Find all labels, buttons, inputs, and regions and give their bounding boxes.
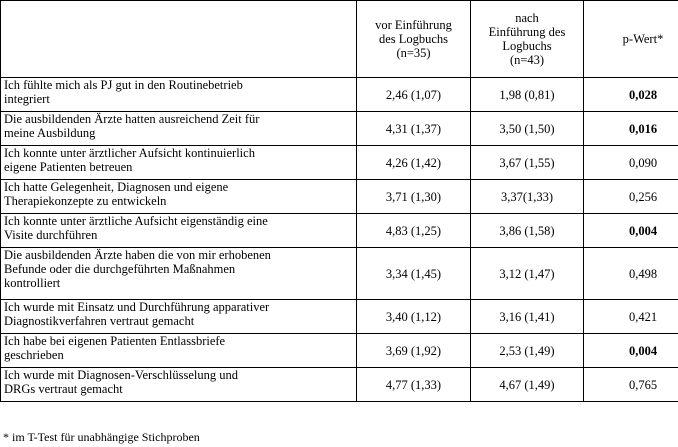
header-row [1, 1, 678, 78]
statement-text-line: kontrolliert [4, 276, 61, 290]
p-value-cell: 0,028 [584, 78, 678, 112]
table-row [1, 112, 678, 146]
before-mean-sd-cell: 2,46 (1,07) [357, 78, 471, 112]
statement-cell [1, 146, 357, 180]
p-value-cell: 0,090 [584, 146, 678, 180]
statement-text-line: DRGs vertraut gemacht [4, 382, 123, 396]
p-value-cell: 0,765 [584, 368, 678, 402]
statement-cell [1, 300, 357, 334]
p-value-cell: 0,256 [584, 180, 678, 214]
statement-text-line: Ich fühlte mich als PJ gut in den Routinebetrieb [4, 78, 243, 92]
before-mean-sd-cell: 3,40 (1,12) [357, 300, 471, 334]
after-mean-sd-cell: 3,50 (1,50) [471, 112, 584, 146]
statement-cell [1, 368, 357, 402]
header-after-line: Einführung des [488, 25, 566, 39]
before-mean-sd-cell: 4,77 (1,33) [357, 368, 471, 402]
after-mean-sd-cell: 2,53 (1,49) [471, 334, 584, 368]
p-value-cell: 0,004 [584, 334, 678, 368]
statement-text-line: Diagnostikverfahren vertraut gemacht [4, 314, 195, 328]
p-value-cell: 0,016 [584, 112, 678, 146]
statement-cell [1, 248, 357, 300]
header-after-line: Logbuchs [502, 39, 552, 53]
table-row [1, 368, 678, 402]
statement-text-line: Die ausbildenden Ärzte hatten ausreichend Zeit für [4, 112, 260, 126]
before-mean-sd-cell: 3,71 (1,30) [357, 180, 471, 214]
table-row [1, 78, 678, 112]
statement-text-line: Therapiekonzepte zu entwickeln [4, 194, 167, 208]
footnote: * im T-Test für unabhängige Stichproben [3, 430, 200, 444]
before-mean-sd-cell: 3,69 (1,92) [357, 334, 471, 368]
statement-cell [1, 334, 357, 368]
statement-text-line: Die ausbildenden Ärzte haben die von mir erhobenen [4, 248, 271, 262]
before-mean-sd-cell: 3,34 (1,45) [357, 248, 471, 300]
table-row [1, 248, 678, 300]
header-before-line: vor Einführung [375, 18, 452, 32]
statement-text-line: Ich konnte unter ärztlicher Aufsicht kontinuierlich [4, 146, 255, 160]
table-row [1, 146, 678, 180]
header-statement-cell [1, 1, 357, 78]
statement-text-line: geschrieben [4, 348, 64, 362]
after-mean-sd-cell: 4,67 (1,49) [471, 368, 584, 402]
statement-cell [1, 78, 357, 112]
p-value-cell: 0,004 [584, 214, 678, 248]
table-row [1, 214, 678, 248]
statement-cell [1, 214, 357, 248]
statement-cell [1, 112, 357, 146]
statement-text-line: Befunde oder die durchgeführten Maßnahmen [4, 262, 236, 276]
after-mean-sd-cell: 1,98 (0,81) [471, 78, 584, 112]
header-before-n: (n=35) [396, 46, 431, 60]
statement-text-line: meine Ausbildung [4, 126, 96, 140]
statement-text-line: Ich konnte unter ärztliche Aufsicht eigenständig eine [4, 214, 268, 228]
header-pvalue-label: p-Wert* [622, 32, 664, 46]
after-mean-sd-cell: 3,16 (1,41) [471, 300, 584, 334]
results-table-body [1, 1, 678, 402]
before-mean-sd-cell: 4,83 (1,25) [357, 214, 471, 248]
table-row [1, 300, 678, 334]
statement-text-line: Ich wurde mit Diagnosen-Verschlüsselung und [4, 368, 238, 382]
after-mean-sd-cell: 3,37(1,33) [471, 180, 584, 214]
statement-cell [1, 180, 357, 214]
header-after-n: (n=43) [509, 53, 545, 67]
header-before-line: des Logbuchs [378, 32, 449, 46]
header-after-line: nach [515, 11, 539, 25]
statement-text-line: integriert [4, 92, 50, 106]
before-mean-sd-cell: 4,26 (1,42) [357, 146, 471, 180]
statement-text-line: Ich wurde mit Einsatz und Durchführung apparativer [4, 300, 270, 314]
p-value-cell: 0,498 [584, 248, 678, 300]
after-mean-sd-cell: 3,12 (1,47) [471, 248, 584, 300]
header-before-cell [357, 1, 471, 78]
header-pvalue-cell [584, 1, 678, 78]
statement-text-line: Ich habe bei eigenen Patienten Entlassbriefe [4, 334, 226, 348]
table-row [1, 180, 678, 214]
table-row [1, 334, 678, 368]
header-after-cell [471, 1, 584, 78]
statement-text-line: Visite durchführen [4, 228, 98, 242]
after-mean-sd-cell: 3,67 (1,55) [471, 146, 584, 180]
statement-text-line: Ich hatte Gelegenheit, Diagnosen und eigene [4, 180, 229, 194]
statement-text-line: eigene Patienten betreuen [4, 160, 133, 174]
after-mean-sd-cell: 3,86 (1,58) [471, 214, 584, 248]
p-value-cell: 0,421 [584, 300, 678, 334]
before-mean-sd-cell: 4,31 (1,37) [357, 112, 471, 146]
